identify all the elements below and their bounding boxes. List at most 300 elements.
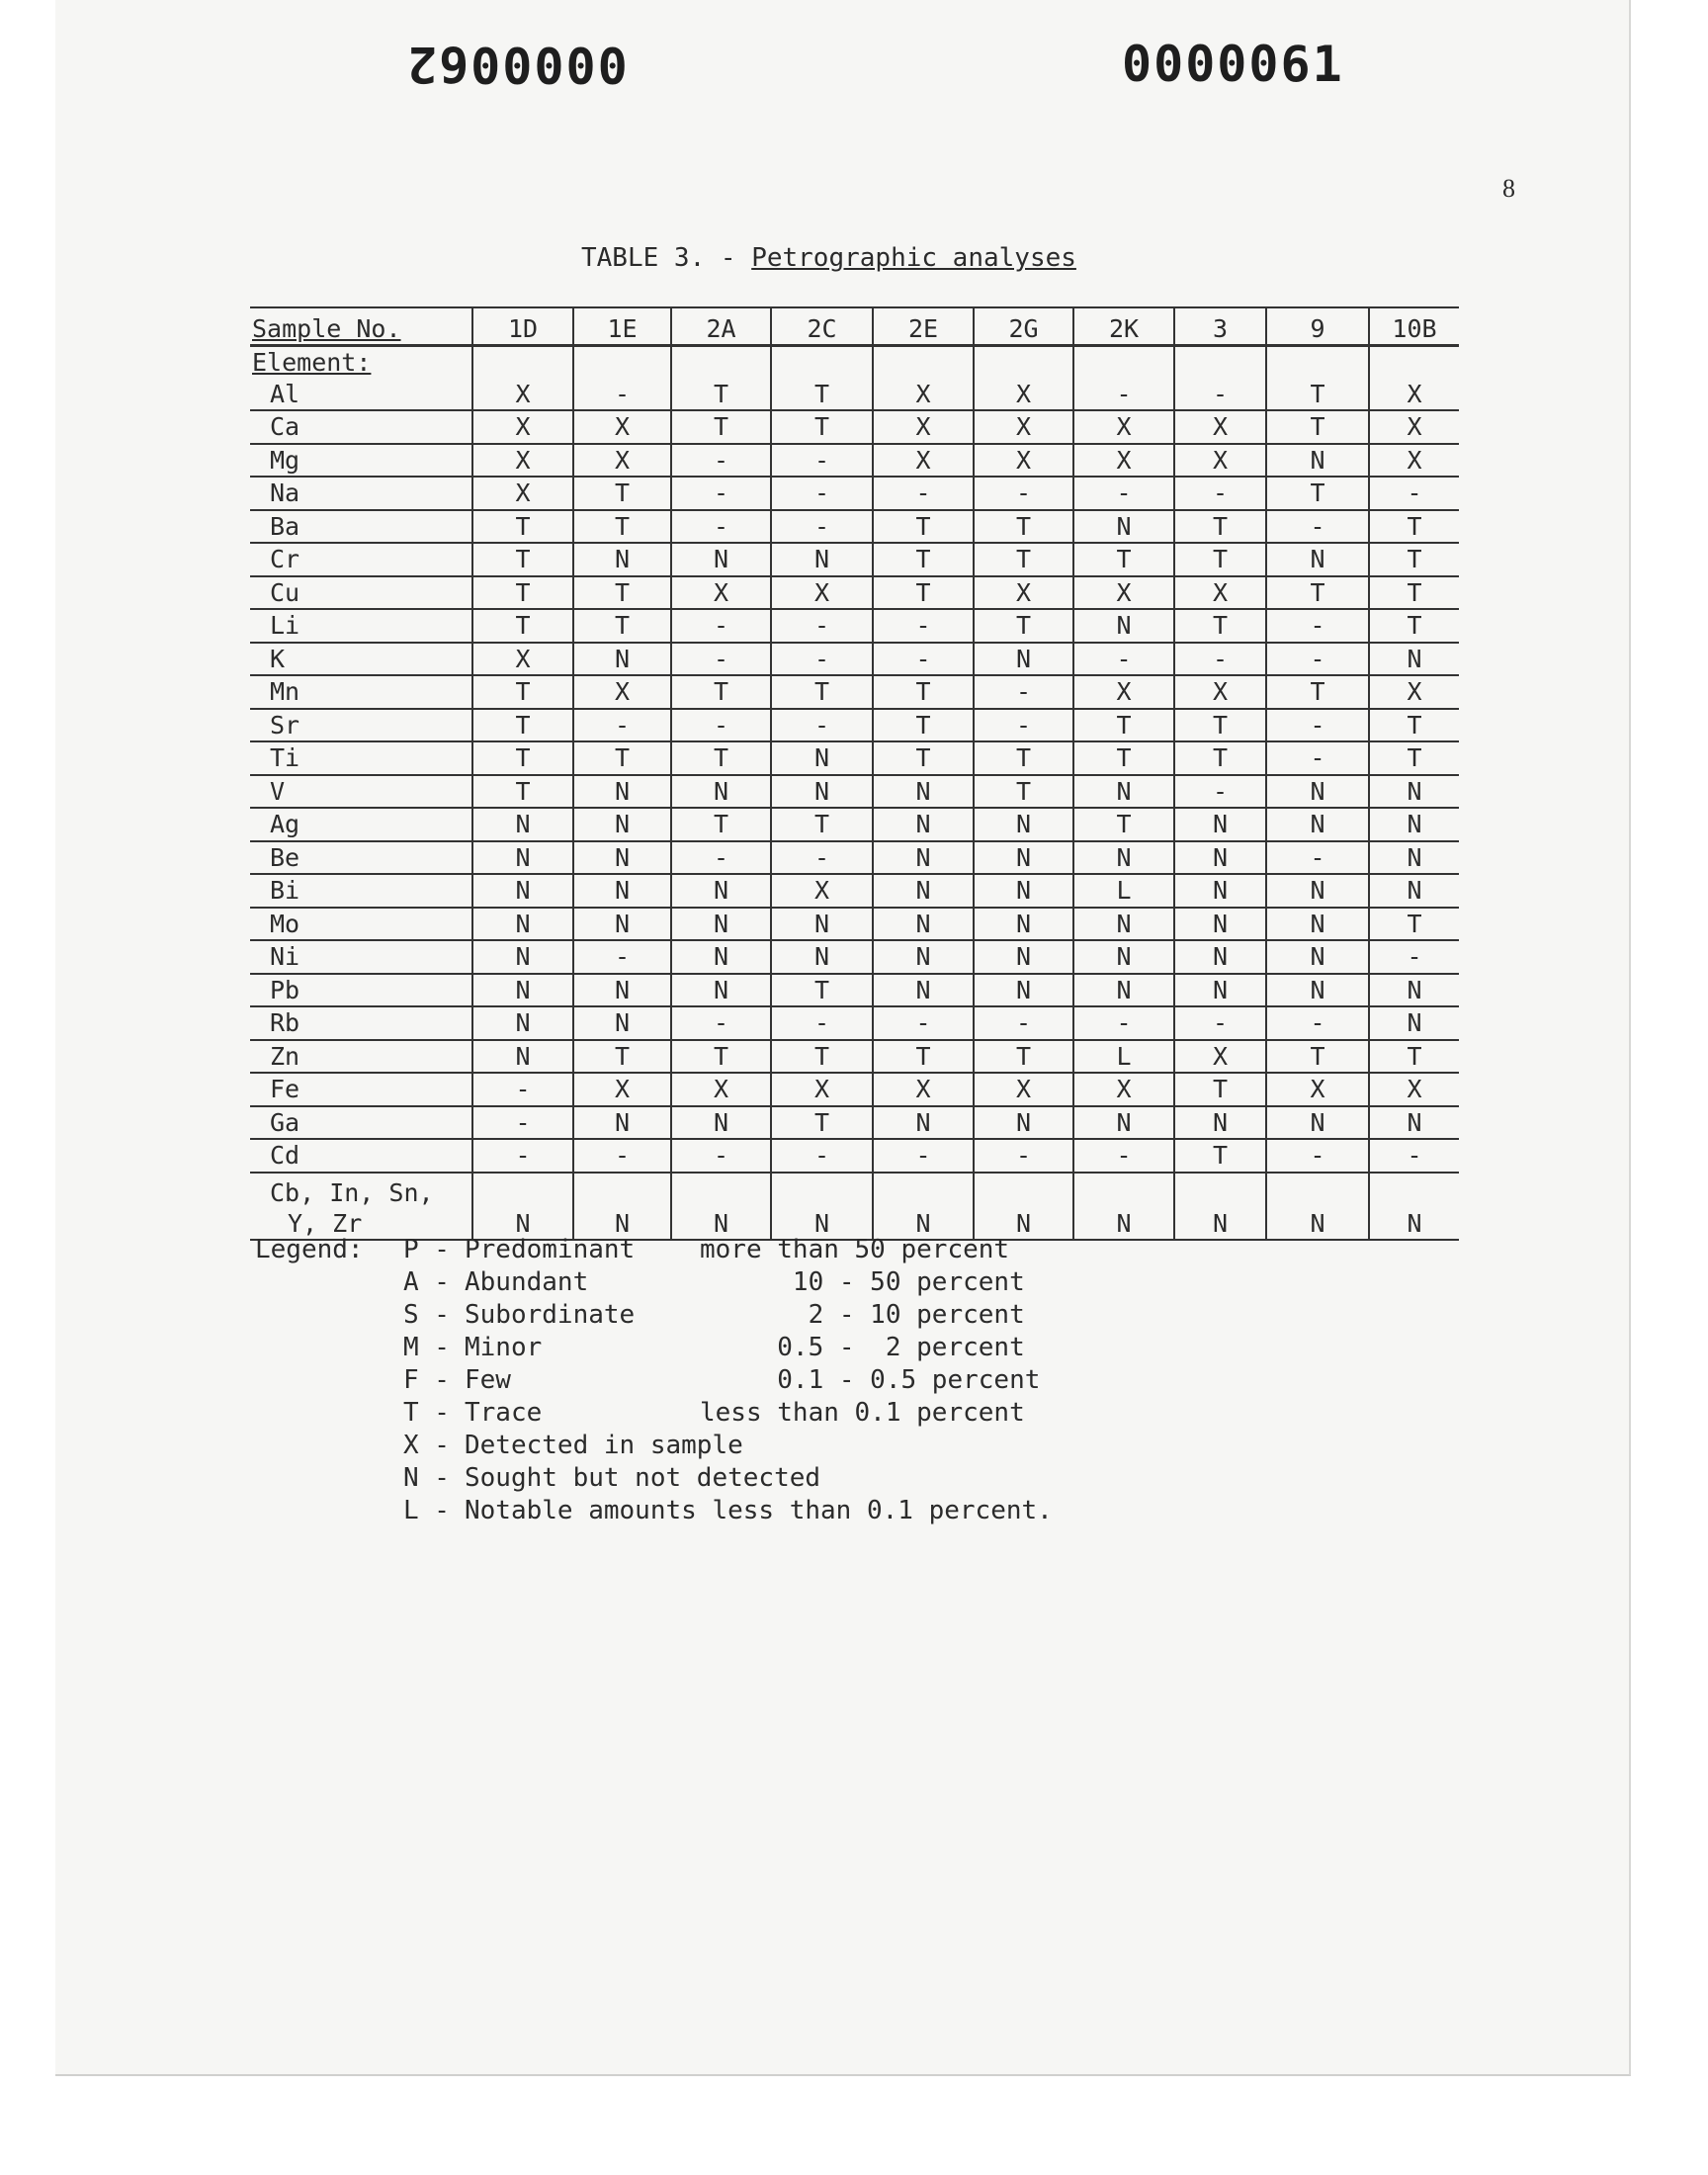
table-cell: T	[771, 1106, 873, 1140]
element-name-multi	[250, 1173, 472, 1240]
legend-spacer	[255, 1364, 403, 1397]
table-cell: N	[873, 775, 974, 809]
element-name: Rb	[250, 1006, 472, 1040]
table-row	[250, 643, 1459, 676]
element-name: V	[250, 775, 472, 809]
table-cell: T	[1369, 510, 1459, 544]
legend-code: L -	[403, 1496, 450, 1525]
legend-code: M -	[403, 1333, 450, 1362]
table-cell: X	[671, 576, 771, 610]
table-cell: -	[671, 510, 771, 544]
legend-code: P -	[403, 1235, 450, 1264]
table-row	[250, 543, 1459, 576]
legend-item	[255, 1495, 1115, 1527]
table-cell: T	[1266, 675, 1369, 709]
table-cell: X	[472, 379, 573, 411]
table-cell: T	[1369, 741, 1459, 775]
table-cell: T	[671, 379, 771, 411]
sample-header: 2C	[771, 307, 873, 346]
table-cell: -	[771, 477, 873, 510]
element-name-line2: Y, Zr	[288, 1208, 363, 1238]
table-cell: T	[472, 576, 573, 610]
table-cell: -	[1174, 643, 1266, 676]
table-row-last	[250, 1173, 1459, 1240]
table-cell: -	[1266, 741, 1369, 775]
table-cell: L	[1073, 874, 1174, 908]
legend-spacer	[255, 1397, 403, 1430]
table-cell: T	[671, 675, 771, 709]
table-cell: L	[1073, 1040, 1174, 1074]
table-cell: T	[873, 576, 974, 610]
legend-name: Trace	[465, 1398, 543, 1428]
table-cell: -	[472, 1106, 573, 1140]
table-cell: -	[1266, 609, 1369, 643]
table-cell: X	[974, 576, 1073, 610]
table-cell: -	[974, 709, 1073, 742]
table-cell: X	[1174, 444, 1266, 478]
element-name: Fe	[250, 1073, 472, 1106]
table-cell: N	[573, 974, 671, 1007]
table-cell: T	[1369, 543, 1459, 576]
table-cell: N	[472, 874, 573, 908]
table-cell: N	[974, 1173, 1073, 1240]
table-cell: -	[671, 609, 771, 643]
sample-header: 2K	[1073, 307, 1174, 346]
table-row	[250, 379, 1459, 411]
table-cell: -	[671, 477, 771, 510]
legend-name: Few	[465, 1365, 511, 1395]
legend-item	[255, 1266, 1115, 1299]
table-row	[250, 1006, 1459, 1040]
legend-name: Minor	[465, 1333, 543, 1362]
table-cell: T	[1369, 609, 1459, 643]
table-cell: T	[1174, 1139, 1266, 1173]
legend-item	[255, 1430, 1115, 1462]
sample-header: 2G	[974, 307, 1073, 346]
table-cell: -	[1174, 379, 1266, 411]
table-cell: T	[771, 410, 873, 444]
table-cell: T	[573, 576, 671, 610]
table-cell: N	[472, 1173, 573, 1240]
table-cell: -	[771, 709, 873, 742]
element-name: Cu	[250, 576, 472, 610]
table-cell: N	[873, 940, 974, 974]
table-cell: T	[671, 1040, 771, 1074]
table-cell: -	[1369, 1139, 1459, 1173]
element-name-line1: Cb, In, Sn,	[270, 1177, 434, 1207]
sample-header: 10B	[1369, 307, 1459, 346]
table-cell: N	[873, 841, 974, 875]
table-cell: N	[1174, 841, 1266, 875]
element-name: Ca	[250, 410, 472, 444]
table-cell: T	[573, 1040, 671, 1074]
legend-item	[255, 1332, 1115, 1364]
legend-code: T -	[403, 1398, 450, 1428]
legend-item	[255, 1462, 1115, 1495]
table-cell: X	[573, 444, 671, 478]
table-cell: -	[1073, 1139, 1174, 1173]
table-cell: -	[573, 709, 671, 742]
table-cell: -	[1266, 510, 1369, 544]
table-cell: X	[1073, 576, 1174, 610]
table-cell: T	[771, 974, 873, 1007]
sample-header: 1E	[573, 307, 671, 346]
table-cell: T	[1174, 510, 1266, 544]
element-label-row	[250, 346, 1459, 379]
table-cell: X	[1174, 576, 1266, 610]
table-cell: N	[1266, 1173, 1369, 1240]
table-cell: N	[573, 841, 671, 875]
table-cell: N	[1073, 1173, 1174, 1240]
table-cell: N	[1174, 974, 1266, 1007]
table-cell: X	[472, 643, 573, 676]
table-cell: X	[873, 379, 974, 411]
table-cell: -	[573, 940, 671, 974]
table-cell: N	[873, 908, 974, 941]
legend-code: N -	[403, 1463, 450, 1493]
table-row	[250, 1106, 1459, 1140]
table-cell: N	[1073, 510, 1174, 544]
table-cell: -	[671, 1006, 771, 1040]
legend-range: 0.1 - 0.5 percent	[700, 1365, 1041, 1395]
table-cell: -	[573, 379, 671, 411]
table-cell: N	[472, 940, 573, 974]
legend-item	[255, 1397, 1115, 1430]
table-cell: N	[1369, 841, 1459, 875]
table-cell: X	[771, 576, 873, 610]
table-cell: T	[472, 775, 573, 809]
table-cell: T	[1266, 1040, 1369, 1074]
table-cell: X	[1369, 379, 1459, 411]
legend-spacer	[255, 1462, 403, 1495]
table-title	[581, 243, 1076, 273]
table-cell: N	[671, 940, 771, 974]
legend-spacer	[255, 1332, 403, 1364]
table-cell: X	[1073, 675, 1174, 709]
table-cell: X	[671, 1073, 771, 1106]
legend-name: Detected in sample	[465, 1431, 743, 1460]
table-cell: T	[771, 379, 873, 411]
table-cell: T	[573, 510, 671, 544]
table-cell: T	[1073, 543, 1174, 576]
legend-range: more than 50 percent	[700, 1235, 1010, 1264]
table-cell: N	[771, 741, 873, 775]
table-cell: N	[1369, 775, 1459, 809]
table-row	[250, 675, 1459, 709]
legend-name: Subordinate	[465, 1300, 636, 1330]
table-cell: N	[1369, 808, 1459, 841]
table-cell: T	[1174, 543, 1266, 576]
element-name: Cd	[250, 1139, 472, 1173]
table-cell: -	[771, 609, 873, 643]
element-name: Cr	[250, 543, 472, 576]
table-cell: -	[1266, 841, 1369, 875]
element-name: Ni	[250, 940, 472, 974]
table-row	[250, 775, 1459, 809]
table-row	[250, 908, 1459, 941]
element-name: Ba	[250, 510, 472, 544]
table-cell: -	[873, 643, 974, 676]
table-cell: N	[873, 808, 974, 841]
table-cell: -	[974, 1006, 1073, 1040]
table-cell: N	[1073, 609, 1174, 643]
table-cell: X	[573, 675, 671, 709]
table-cell: N	[1266, 543, 1369, 576]
table-cell: N	[974, 841, 1073, 875]
table-cell: N	[573, 1006, 671, 1040]
table-row	[250, 510, 1459, 544]
element-name: Zn	[250, 1040, 472, 1074]
table-cell: X	[1073, 444, 1174, 478]
table-cell: N	[771, 775, 873, 809]
table-cell: X	[573, 1073, 671, 1106]
table-cell: -	[1073, 643, 1174, 676]
table-cell: N	[1369, 1006, 1459, 1040]
sample-header: 2E	[873, 307, 974, 346]
element-name: Li	[250, 609, 472, 643]
table-cell: -	[771, 841, 873, 875]
legend-code: F -	[403, 1365, 450, 1395]
element-name: Mg	[250, 444, 472, 478]
table-title-main: Petrographic analyses	[751, 243, 1076, 273]
table-cell: N	[573, 1173, 671, 1240]
sample-header: 1D	[472, 307, 573, 346]
table-cell: T	[472, 510, 573, 544]
table-cell: N	[974, 908, 1073, 941]
sample-header: 2A	[671, 307, 771, 346]
table-cell: -	[974, 675, 1073, 709]
legend-spacer	[255, 1299, 403, 1332]
table-cell: X	[974, 444, 1073, 478]
table-cell: X	[1174, 1040, 1266, 1074]
table-cell: X	[873, 410, 974, 444]
table-cell: T	[472, 709, 573, 742]
table-row	[250, 410, 1459, 444]
element-name: Mo	[250, 908, 472, 941]
table-cell: N	[1266, 874, 1369, 908]
table-cell: N	[873, 874, 974, 908]
legend-range: 0.5 - 2 percent	[700, 1333, 1025, 1362]
sample-no-label: Sample No.	[250, 307, 472, 346]
table-cell: -	[873, 609, 974, 643]
legend-code: A -	[403, 1267, 450, 1297]
legend-item	[255, 1364, 1115, 1397]
table-cell: N	[671, 775, 771, 809]
table-cell: N	[771, 1173, 873, 1240]
sample-header: 3	[1174, 307, 1266, 346]
table-cell: T	[1174, 741, 1266, 775]
table-cell: -	[1266, 643, 1369, 676]
table-cell: X	[1369, 1073, 1459, 1106]
table-row	[250, 609, 1459, 643]
table-cell: T	[974, 510, 1073, 544]
table-cell: N	[1369, 974, 1459, 1007]
table-cell: T	[573, 477, 671, 510]
table-cell: X	[974, 1073, 1073, 1106]
element-name: Ti	[250, 741, 472, 775]
table-cell: N	[974, 874, 1073, 908]
table-cell: -	[671, 1139, 771, 1173]
element-name: Na	[250, 477, 472, 510]
table-cell: T	[671, 410, 771, 444]
table-cell: N	[1073, 841, 1174, 875]
table-cell: N	[472, 1040, 573, 1074]
table-cell: -	[873, 1006, 974, 1040]
table-cell: N	[472, 808, 573, 841]
table-cell: N	[1266, 808, 1369, 841]
table-row	[250, 808, 1459, 841]
table-cell: -	[1266, 1006, 1369, 1040]
table-row	[250, 444, 1459, 478]
table-cell: T	[974, 543, 1073, 576]
table-cell: N	[1369, 1173, 1459, 1240]
table-cell: -	[472, 1139, 573, 1173]
table-cell: -	[671, 709, 771, 742]
table-cell: N	[873, 1106, 974, 1140]
table-cell: X	[974, 410, 1073, 444]
table-header-row	[250, 307, 1459, 346]
table-row	[250, 1139, 1459, 1173]
table-cell: N	[1369, 643, 1459, 676]
table-cell: X	[1174, 675, 1266, 709]
table-cell: T	[1369, 908, 1459, 941]
legend-spacer	[255, 1430, 403, 1462]
table-cell: T	[1073, 709, 1174, 742]
table-cell: X	[573, 410, 671, 444]
table-cell: X	[771, 1073, 873, 1106]
table-cell: N	[671, 543, 771, 576]
legend-spacer	[255, 1266, 403, 1299]
legend-name: Abundant	[465, 1267, 589, 1297]
table-cell: X	[1073, 410, 1174, 444]
element-name: Al	[250, 379, 472, 411]
table-cell: T	[974, 1040, 1073, 1074]
table-cell: -	[1266, 709, 1369, 742]
table-cell: -	[771, 643, 873, 676]
table-cell: T	[873, 510, 974, 544]
table-cell: N	[573, 775, 671, 809]
table-cell: N	[671, 874, 771, 908]
petrographic-table	[250, 306, 1459, 1241]
table-cell: X	[873, 444, 974, 478]
table-row	[250, 741, 1459, 775]
table-cell: N	[974, 974, 1073, 1007]
table-row	[250, 940, 1459, 974]
table-cell: T	[573, 609, 671, 643]
table-cell: T	[873, 709, 974, 742]
table-cell: X	[1369, 410, 1459, 444]
table-cell: -	[573, 1139, 671, 1173]
legend-label: Legend:	[255, 1235, 364, 1264]
table-cell: T	[771, 808, 873, 841]
table-cell: X	[873, 1073, 974, 1106]
table-cell: N	[974, 643, 1073, 676]
table-cell: -	[1073, 379, 1174, 411]
legend-code: S -	[403, 1300, 450, 1330]
table-cell: -	[1266, 1139, 1369, 1173]
table-cell: N	[1266, 444, 1369, 478]
table-cell: T	[873, 1040, 974, 1074]
legend-name: Notable amounts less than 0.1 percent.	[465, 1496, 1053, 1525]
table-row	[250, 974, 1459, 1007]
table-cell: N	[573, 543, 671, 576]
table-cell: N	[1073, 775, 1174, 809]
table-cell: X	[1369, 675, 1459, 709]
table-cell: X	[1174, 410, 1266, 444]
table-row	[250, 576, 1459, 610]
table-row	[250, 841, 1459, 875]
table-cell: X	[472, 444, 573, 478]
table-cell: N	[1073, 1106, 1174, 1140]
table-cell: N	[873, 1173, 974, 1240]
table-cell: -	[771, 510, 873, 544]
table-cell: N	[573, 908, 671, 941]
legend-range: 10 - 50 percent	[700, 1267, 1025, 1297]
legend-item	[255, 1299, 1115, 1332]
table-cell: T	[873, 543, 974, 576]
table-cell: N	[671, 1173, 771, 1240]
legend-code: X -	[403, 1431, 450, 1460]
table-cell: -	[671, 444, 771, 478]
table-cell: N	[472, 908, 573, 941]
page-number: 8	[1502, 174, 1515, 203]
element-name: Pb	[250, 974, 472, 1007]
element-name: Bi	[250, 874, 472, 908]
table-cell: T	[1266, 477, 1369, 510]
table-cell: N	[771, 543, 873, 576]
table-cell: -	[974, 1139, 1073, 1173]
table-cell: T	[974, 775, 1073, 809]
table-cell: -	[1369, 940, 1459, 974]
table-cell: N	[1174, 1106, 1266, 1140]
table-cell: N	[671, 974, 771, 1007]
legend-name: Predominant	[465, 1235, 636, 1264]
element-name: Ga	[250, 1106, 472, 1140]
table-row	[250, 477, 1459, 510]
table-cell: N	[1174, 940, 1266, 974]
element-name: Ag	[250, 808, 472, 841]
table-cell: T	[573, 741, 671, 775]
table-cell: T	[472, 543, 573, 576]
table-cell: -	[1073, 1006, 1174, 1040]
table-cell: N	[974, 940, 1073, 974]
element-name: Sr	[250, 709, 472, 742]
table-cell: N	[1174, 874, 1266, 908]
table-cell: N	[873, 974, 974, 1007]
table-cell: X	[1369, 444, 1459, 478]
table-cell: N	[573, 643, 671, 676]
table-cell: T	[1073, 808, 1174, 841]
table-cell: N	[1174, 1173, 1266, 1240]
table-cell: X	[472, 477, 573, 510]
document-stamp-left: 0000062	[405, 36, 628, 93]
table-cell: X	[1073, 1073, 1174, 1106]
table-cell: -	[771, 1006, 873, 1040]
table-cell: -	[974, 477, 1073, 510]
table-cell: N	[1369, 1106, 1459, 1140]
table-cell: -	[873, 1139, 974, 1173]
table-cell: N	[771, 908, 873, 941]
table-cell: T	[873, 741, 974, 775]
table-cell: -	[771, 444, 873, 478]
legend-range: less than 0.1 percent	[700, 1398, 1025, 1428]
element-name: Mn	[250, 675, 472, 709]
table-cell: -	[771, 1139, 873, 1173]
table-cell: T	[771, 675, 873, 709]
table-cell: -	[671, 643, 771, 676]
table-cell: N	[573, 808, 671, 841]
table-cell: T	[472, 675, 573, 709]
